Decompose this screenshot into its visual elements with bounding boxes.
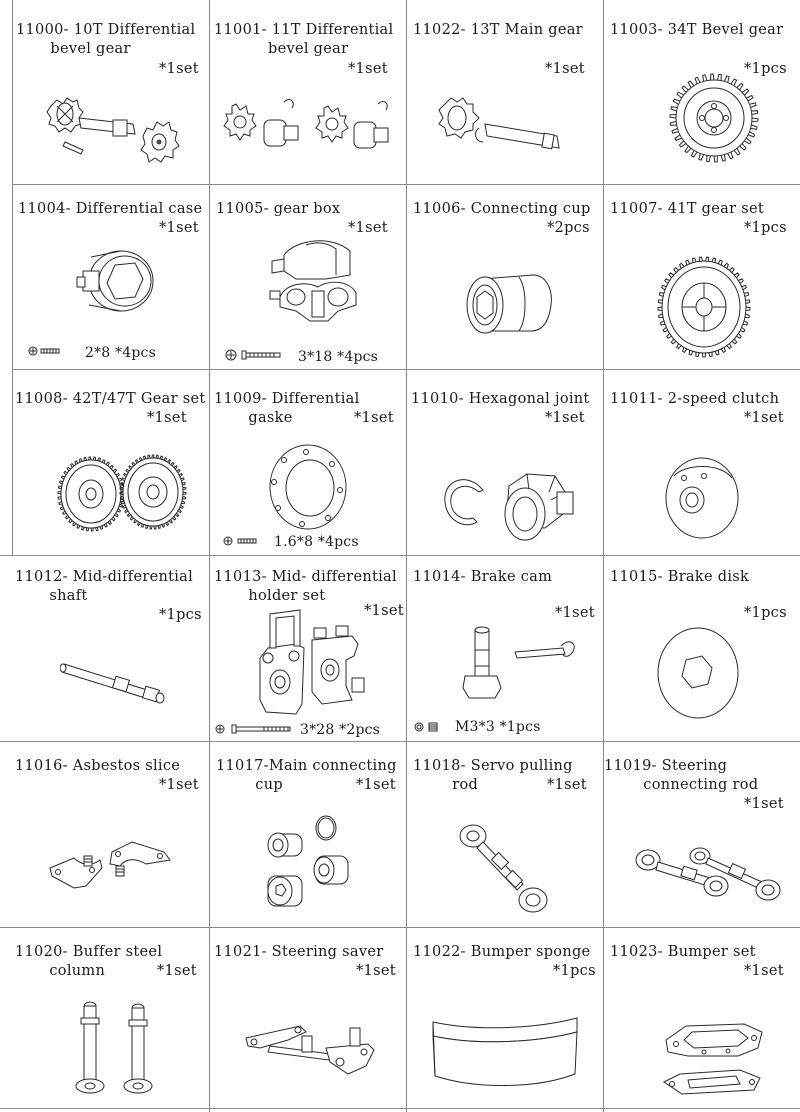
part-quantity: *1set: [555, 605, 595, 621]
part-title: 11001- 11T Differential bevel gear: [214, 22, 394, 57]
part-title: 11017-Main connecting cup: [216, 758, 397, 793]
part-title: 11012- Mid-differential shaft: [15, 569, 194, 604]
part-cell: [604, 0, 800, 184]
hex-joint-icon: [437, 466, 577, 546]
hardware-note: 1.6*8 *4pcs: [274, 534, 359, 550]
hardware-note: 2*8 *4pcs: [85, 345, 156, 361]
part-cell: [604, 556, 800, 741]
part-title: 11022- 13T Main gear: [413, 22, 583, 38]
gear-box-icon: [266, 235, 366, 331]
part-quantity: *1pcs: [744, 220, 787, 236]
part-cell: [210, 928, 406, 1108]
small-bevel-gears-icon: [218, 96, 398, 160]
part-cell: [0, 742, 209, 927]
part-cell: [210, 185, 406, 369]
part-quantity: *1set: [744, 963, 784, 979]
part-title: 11016- Asbestos slice: [15, 758, 181, 774]
part-cell: [210, 370, 406, 555]
part-cell: [210, 0, 406, 184]
part-title: 11021- Steering saver: [214, 944, 384, 960]
hardware-note: M3*3 *1pcs: [455, 719, 541, 735]
part-quantity: *1set: [348, 220, 388, 236]
servo-rod-icon: [457, 820, 567, 920]
part-title: 11020- Buffer steel column: [15, 944, 163, 979]
part-quantity: *1set: [545, 410, 585, 426]
long-shaft-icon: [60, 656, 170, 712]
part-title: 11022- Bumper sponge: [413, 944, 591, 960]
part-cell: [210, 742, 406, 927]
part-cell: [407, 742, 603, 927]
steering-saver-icon: [240, 1022, 380, 1078]
connecting-cup-icon: [463, 269, 555, 339]
part-cell: [210, 556, 406, 741]
differential-case-icon: [71, 243, 163, 323]
part-quantity: *1set: [744, 410, 784, 426]
part-title: 11010- Hexagonal joint: [411, 391, 590, 407]
part-cell: [407, 0, 603, 184]
part-cell: [407, 185, 603, 369]
part-title: 11009- Differential gaske: [214, 391, 360, 426]
part-cell: [407, 370, 603, 555]
cups-and-ring-icon: [260, 812, 360, 912]
brake-cam-icon: [459, 624, 579, 708]
part-cell: [13, 0, 209, 184]
screw-icon: [214, 723, 294, 735]
part-quantity: *1pcs: [159, 607, 202, 623]
part-quantity: *1set: [744, 796, 784, 812]
part-title: 11003- 34T Bevel gear: [610, 22, 784, 38]
part-title: 11014- Brake cam: [413, 569, 553, 585]
part-cell: [604, 370, 800, 555]
part-cell: [407, 928, 603, 1108]
spur-gear-icon: [656, 255, 752, 361]
asbestos-pad-icon: [44, 838, 174, 892]
part-quantity: *1pcs: [553, 963, 596, 979]
part-cell: [604, 742, 800, 927]
part-quantity: *1set: [147, 410, 187, 426]
part-title: 11000- 10T Differential bevel gear: [16, 22, 196, 57]
part-quantity: *1set: [356, 963, 396, 979]
part-quantity: *1set: [545, 61, 585, 77]
part-cell: [604, 928, 800, 1108]
screw-icon: [27, 345, 63, 357]
part-title: 11004- Differential case: [18, 201, 203, 217]
part-cell: [13, 185, 209, 369]
part-quantity: *1set: [547, 777, 587, 793]
bumper-sponge-icon: [429, 1014, 581, 1092]
part-quantity: *1set: [364, 603, 404, 619]
part-cell: [604, 185, 800, 369]
part-quantity: *2pcs: [547, 220, 590, 236]
grid-divider: [0, 1108, 800, 1109]
part-quantity: *1set: [157, 963, 197, 979]
steel-columns-icon: [72, 1000, 162, 1096]
part-cell: [13, 370, 209, 555]
steering-rods-icon: [634, 846, 784, 906]
hardware-note: 3*18 *4pcs: [298, 349, 379, 365]
part-title: 11011- 2-speed clutch: [610, 391, 780, 407]
part-title: 11015- Brake disk: [610, 569, 750, 585]
part-cell: [0, 556, 209, 741]
part-title: 11008- 42T/47T Gear set: [15, 391, 206, 407]
screw-icon: [224, 348, 284, 362]
part-title: 11013- Mid- differential holder set: [214, 569, 397, 604]
hardware-note: 3*28 *2pcs: [300, 722, 381, 738]
screw-icon: [222, 535, 262, 547]
part-cell: [0, 928, 209, 1108]
main-gear-shaft-icon: [435, 96, 575, 162]
part-quantity: *1set: [354, 410, 394, 426]
part-title: 11019- Steering connecting rod: [604, 758, 759, 793]
ring-bevel-gear-icon: [664, 66, 764, 172]
bevel-gear-pair-icon: [43, 92, 193, 172]
part-quantity: *1set: [159, 220, 199, 236]
part-quantity: *1pcs: [744, 61, 787, 77]
part-title: 11018- Servo pulling rod: [413, 758, 573, 793]
clutch-disc-icon: [662, 456, 742, 540]
bumper-plates-icon: [658, 1018, 778, 1098]
part-quantity: *1set: [356, 777, 396, 793]
part-title: 11005- gear box: [216, 201, 341, 217]
part-quantity: *1set: [159, 61, 199, 77]
brake-disk-icon: [656, 626, 740, 720]
part-title: 11006- Connecting cup: [413, 201, 591, 217]
part-quantity: *1pcs: [744, 605, 787, 621]
set-screw-icon: [413, 720, 441, 734]
twin-spur-gears-icon: [57, 454, 187, 534]
holder-set-icon: [248, 608, 376, 720]
part-title: 11007- 41T gear set: [610, 201, 764, 217]
part-quantity: *1set: [348, 61, 388, 77]
part-quantity: *1set: [159, 777, 199, 793]
gasket-icon: [266, 442, 350, 532]
part-cell: [407, 556, 603, 741]
part-title: 11023- Bumper set: [610, 944, 756, 960]
